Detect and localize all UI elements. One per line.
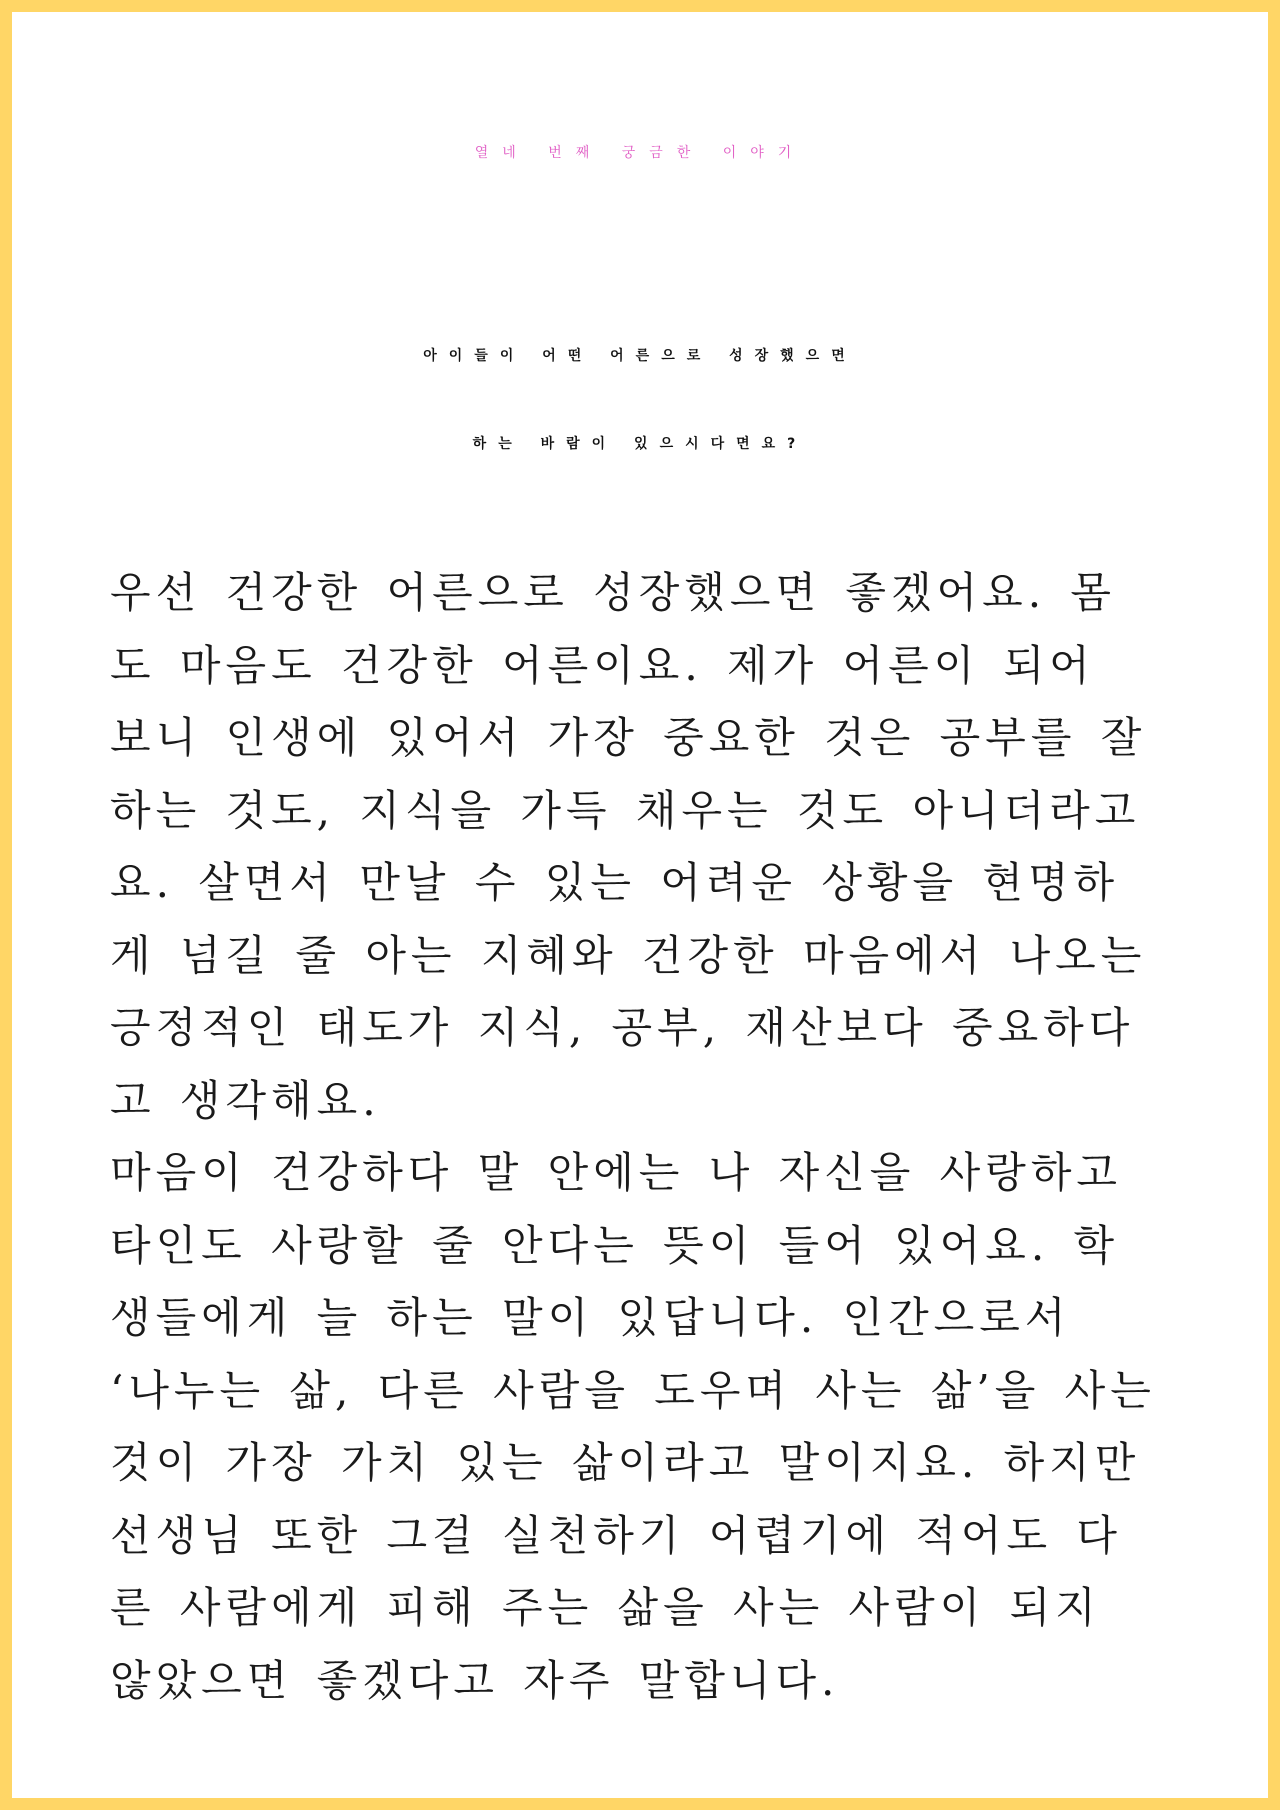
answer-line: 생들에게 늘 하는 말이 있답니다. 인간으로서 bbox=[110, 1293, 1071, 1342]
answer-line: ‘나누는 삶, 다른 사람을 도우며 사는 삶’을 사는 bbox=[110, 1365, 1156, 1415]
chapter-label: 열네 번째 궁금한 이야기 bbox=[474, 145, 806, 161]
question-line: 아이들이 어떤 어른으로 성장했으면 bbox=[423, 348, 857, 364]
answer-line: 타인도 사랑할 줄 안다는 뜻이 들어 있어요. 학 bbox=[110, 1220, 1120, 1270]
answer-line: 게 넘길 줄 아는 지혜와 건강한 마음에서 나오는 bbox=[110, 930, 1147, 980]
answer-line: 우선 건강한 어른으로 성장했으면 좋겠어요. 몸 bbox=[110, 568, 1116, 617]
answer-line: 보니 인생에 있어서 가장 중요한 것은 공부를 잘 bbox=[110, 713, 1147, 762]
question-line: 하는 바람이 있으시다면요? bbox=[472, 436, 808, 452]
answer-line: 긍정적인 태도가 지식, 공부, 재산보다 중요하다 bbox=[110, 1003, 1135, 1052]
question-heading bbox=[12, 312, 1268, 488]
answer-line: 것이 가장 가치 있는 삶이라고 말이지요. 하지만 bbox=[110, 1438, 1141, 1487]
answer-line: 요. 살면서 만날 수 있는 어려운 상황을 현명하 bbox=[110, 858, 1120, 907]
answer-line: 하는 것도, 지식을 가득 채우는 것도 아니더라고 bbox=[110, 785, 1141, 835]
answer-line: 고 생각해요. bbox=[110, 1075, 381, 1125]
answer-line: 마음이 건강하다 말 안에는 나 자신을 사랑하고 bbox=[110, 1148, 1122, 1197]
answer-line: 선생님 또한 그걸 실천하기 어렵기에 적어도 다 bbox=[110, 1510, 1122, 1560]
answer-line: 도 마음도 건강한 어른이요. 제가 어른이 되어 bbox=[110, 640, 1095, 690]
answer-body bbox=[110, 557, 1190, 1717]
answer-line: 않았으면 좋겠다고 자주 말합니다. bbox=[110, 1655, 840, 1705]
answer-line: 른 사람에게 피해 주는 삶을 사는 사람이 되지 bbox=[110, 1583, 1101, 1632]
